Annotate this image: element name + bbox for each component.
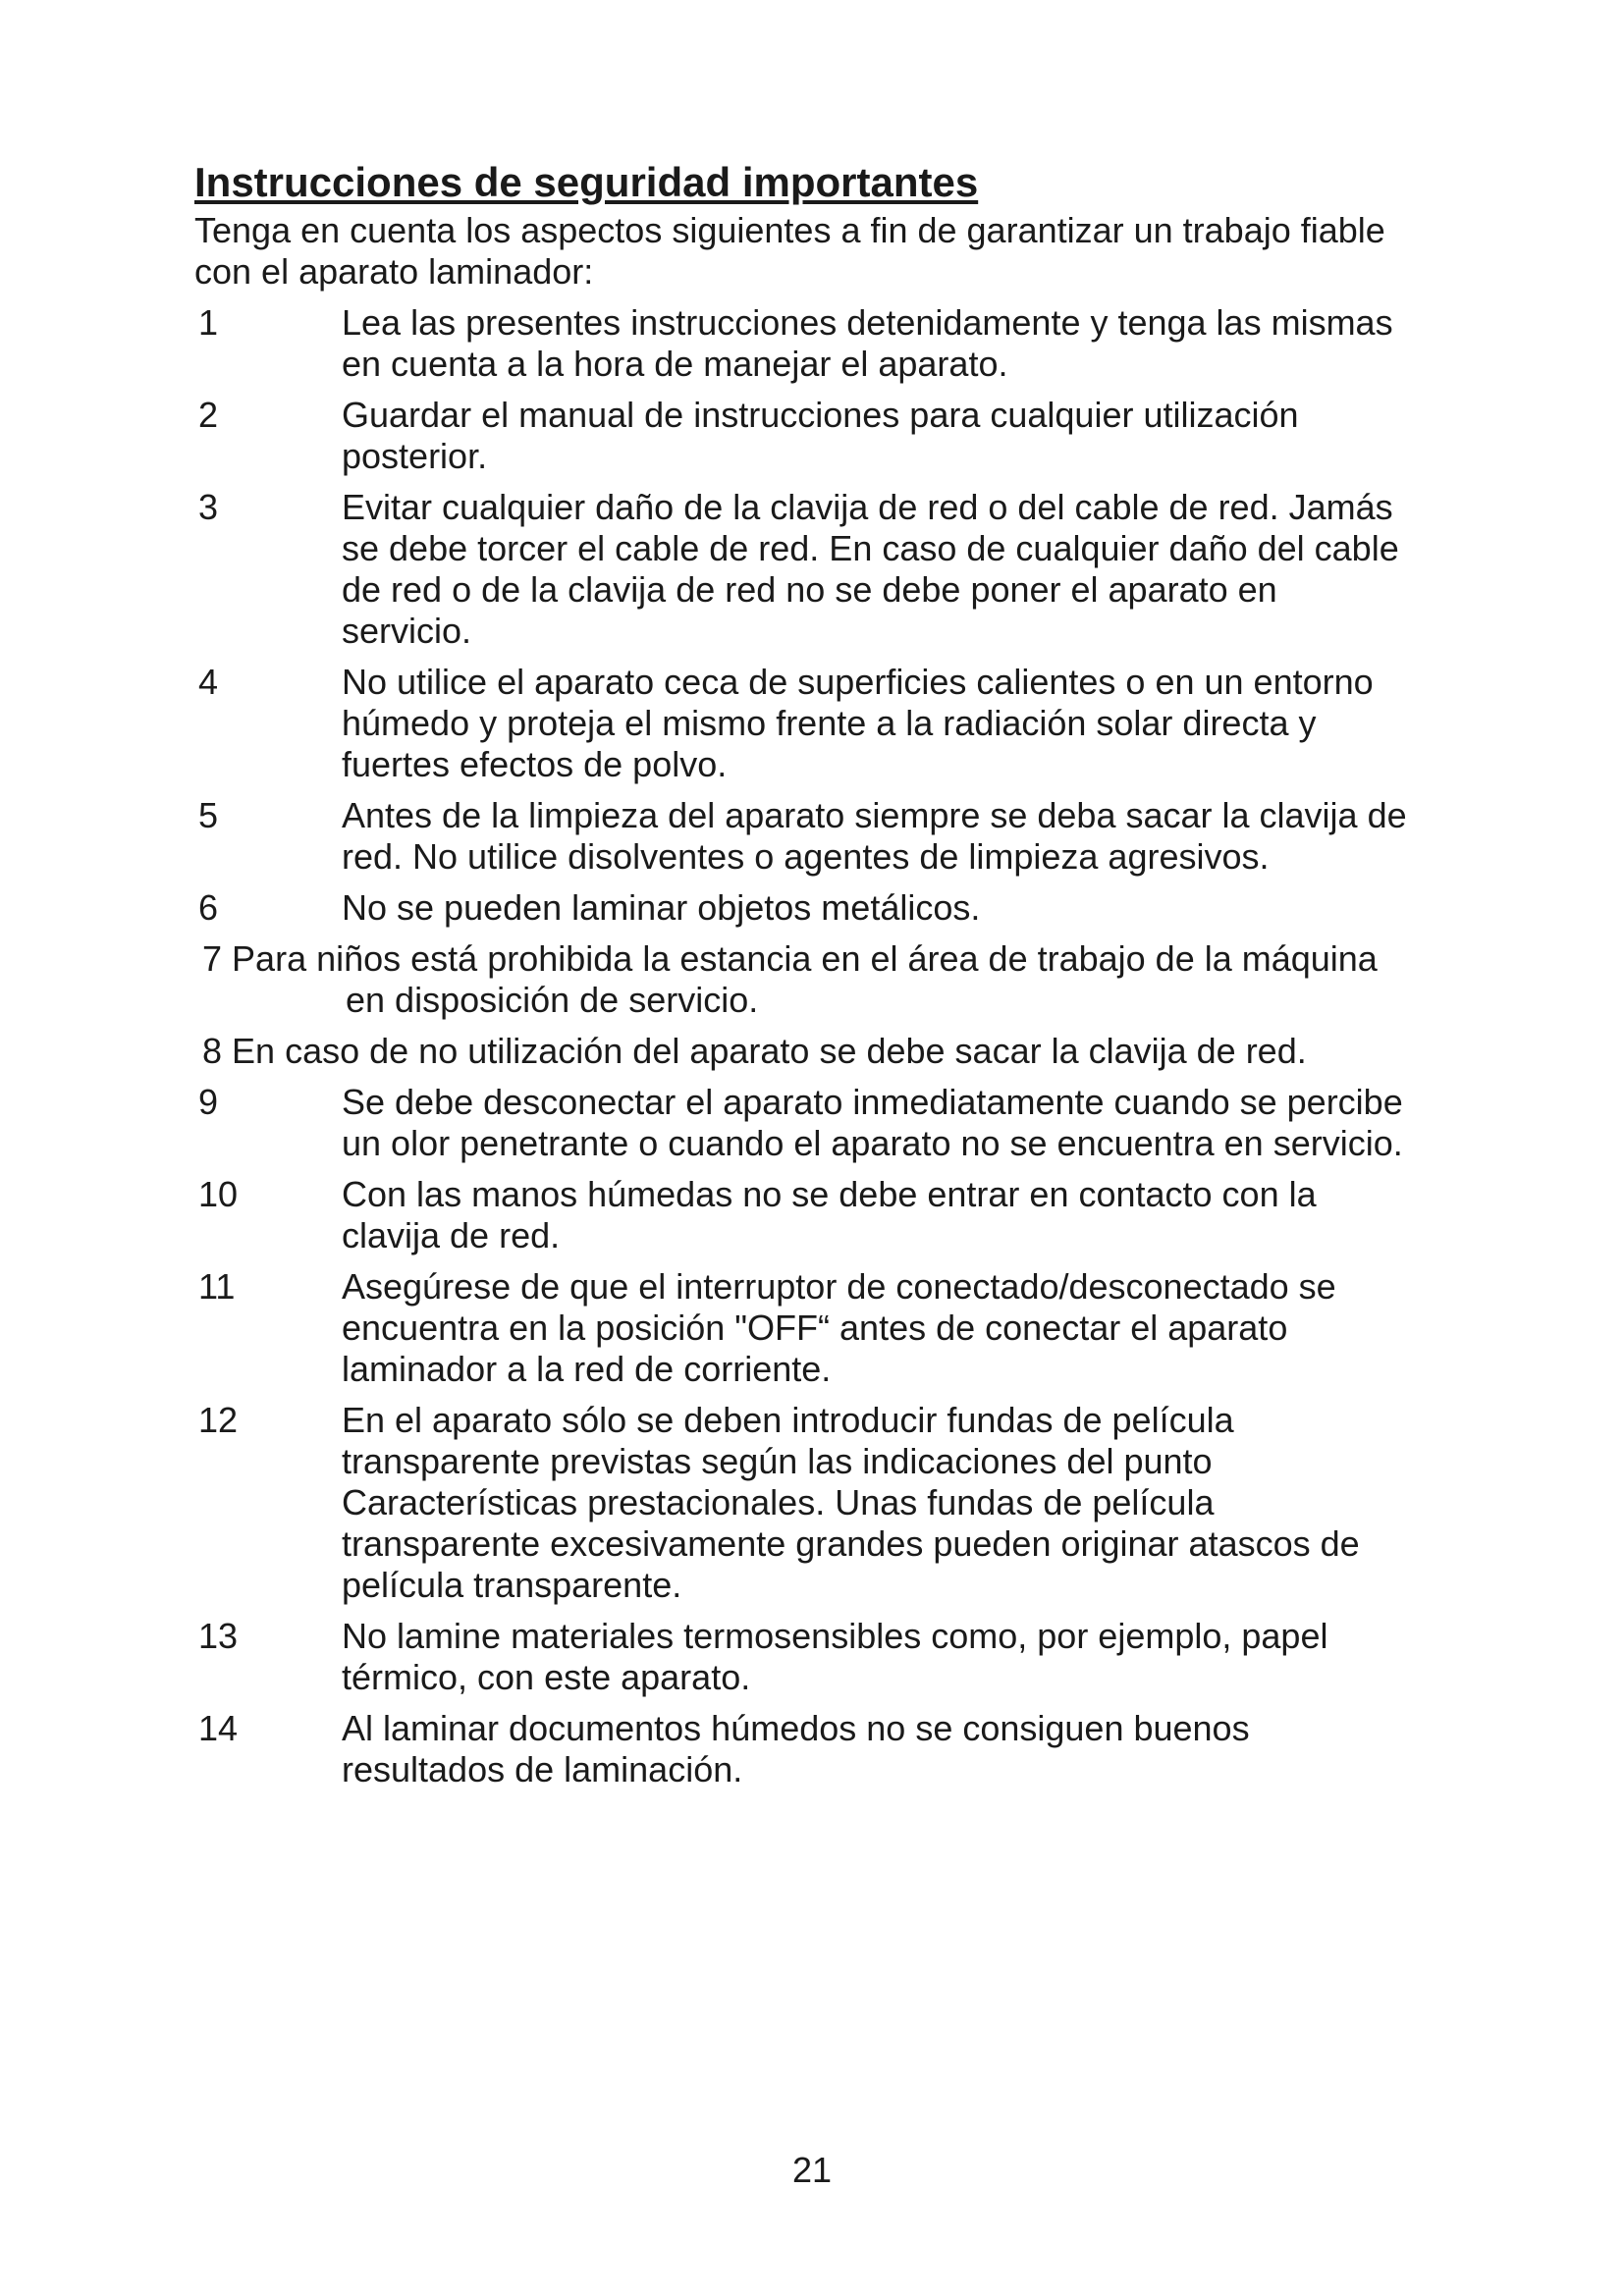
item-number: 10 <box>198 1174 239 1214</box>
item-text: Se debe desconectar el aparato inmediatamente cuando se percibe un olor penetrante o cuando el aparato no se encuentra en servicio. <box>342 1082 1403 1163</box>
item-number: 13 <box>198 1616 239 1656</box>
item-number: 7 <box>202 938 223 979</box>
list-item <box>194 302 1412 385</box>
item-text: Guardar el manual de instrucciones para cualquier utilización posterior. <box>342 395 1299 476</box>
item-text: Asegúrese de que el interruptor de conectado/desconectado se encuentra en la posición "OFF“ antes de conectar el aparato laminador a la red de corriente. <box>342 1266 1336 1389</box>
item-text: Con las manos húmedas no se debe entrar en contacto con la clavija de red. <box>342 1174 1317 1255</box>
item-number: 14 <box>198 1708 239 1748</box>
item-text: En el aparato sólo se deben introducir fundas de película transparente previstas según las indicaciones del punto Características prestacionales. Unas fundas de película transparente excesivamente grandes pueden originar atascos de película transparente. <box>342 1400 1360 1605</box>
item-number: 6 <box>198 887 219 928</box>
list-item <box>194 887 1412 929</box>
list-item <box>194 1616 1412 1698</box>
item-number: 3 <box>198 487 219 527</box>
list-item <box>198 938 1412 1021</box>
item-number: 9 <box>198 1082 219 1122</box>
item-number: 8 <box>202 1031 223 1071</box>
list-item <box>194 662 1412 785</box>
item-text: No se pueden laminar objetos metálicos. <box>342 887 981 928</box>
safety-instructions-list <box>194 302 1412 1790</box>
item-text: No lamine materiales termosensibles como, por ejemplo, papel térmico, con este aparato. <box>342 1616 1328 1697</box>
page-number: 21 <box>791 2150 833 2190</box>
list-item <box>194 1174 1412 1256</box>
list-item <box>194 487 1412 652</box>
page-title: Instrucciones de seguridad importantes <box>194 159 979 205</box>
list-item <box>194 1082 1412 1164</box>
list-item <box>194 1400 1412 1606</box>
item-number: 12 <box>198 1400 239 1440</box>
list-item <box>194 1708 1412 1790</box>
intro-paragraph: Tenga en cuenta los aspectos siguientes a fin de garantizar un trabajo fiable con el aparato laminador: <box>194 210 1385 292</box>
item-text: No utilice el aparato ceca de superficies calientes o en un entorno húmedo y proteja el mismo frente a la radiación solar directa y fuertes efectos de polvo. <box>342 662 1374 784</box>
list-item <box>194 795 1412 878</box>
item-text: Al laminar documentos húmedos no se consiguen buenos resultados de laminación. <box>342 1708 1250 1789</box>
item-text: Lea las presentes instrucciones detenidamente y tenga las mismas en cuenta a la hora de manejar el aparato. <box>342 302 1393 384</box>
item-number: 11 <box>198 1266 236 1307</box>
item-text: En caso de no utilización del aparato se debe sacar la clavija de red. <box>232 1031 1307 1071</box>
list-item <box>194 395 1412 477</box>
item-number: 1 <box>198 302 219 343</box>
item-number: 2 <box>198 395 219 435</box>
list-item <box>194 1266 1412 1390</box>
item-text: Antes de la limpieza del aparato siempre se deba sacar la clavija de red. No utilice disolventes o agentes de limpieza agresivos. <box>342 795 1407 877</box>
list-item <box>198 1031 1412 1072</box>
item-number: 5 <box>198 795 219 835</box>
item-number: 4 <box>198 662 219 702</box>
item-text: Para niños está prohibida la estancia en el área de trabajo de la máquina en disposición de servicio. <box>232 938 1378 1020</box>
document-page <box>194 157 1412 1800</box>
item-text: Evitar cualquier daño de la clavija de red o del cable de red. Jamás se debe torcer el cable de red. En caso de cualquier daño del cable de red o de la clavija de red no se debe poner el aparato en servicio. <box>342 487 1399 651</box>
